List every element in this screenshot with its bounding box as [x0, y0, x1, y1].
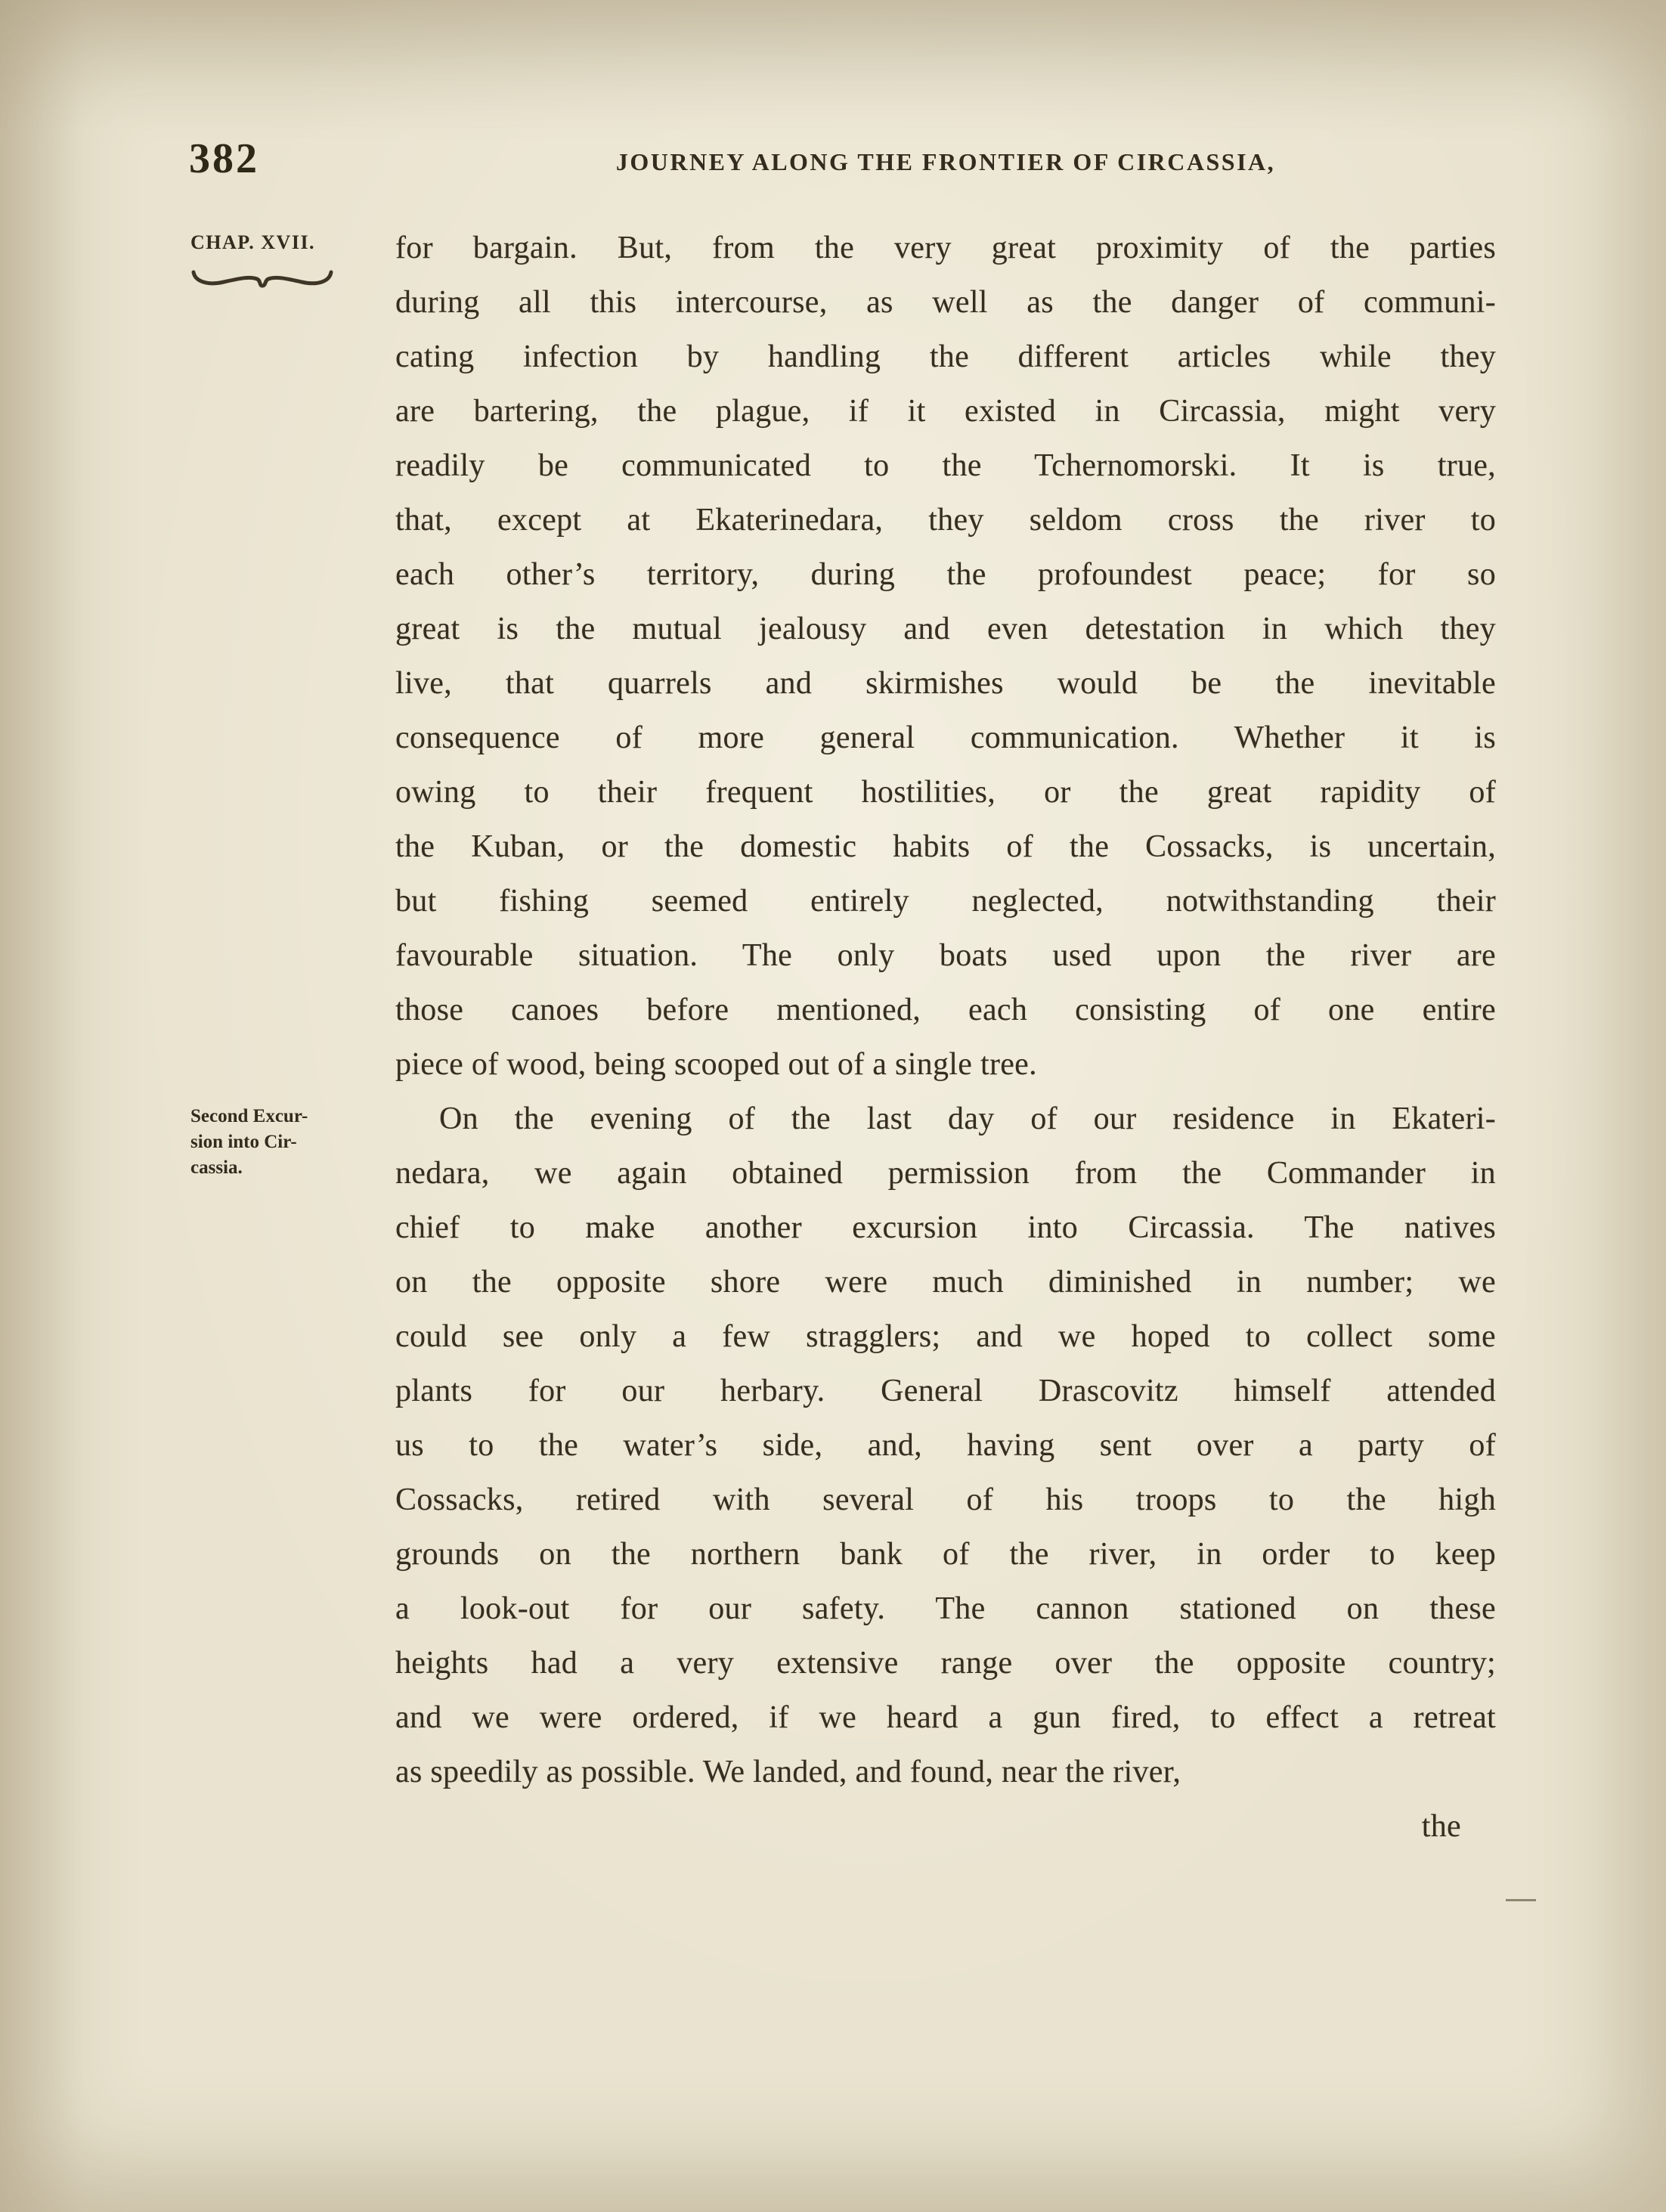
- page-number: 382: [189, 135, 259, 182]
- text-line: on the opposite shore were much diminished in number; we: [395, 1265, 1496, 1300]
- paragraph: [395, 1092, 1496, 1799]
- text-line: piece of wood, being scooped out of a single tree.: [395, 1047, 1037, 1082]
- text-line: live, that quarrels and skirmishes would be the inevitable: [395, 666, 1496, 701]
- text-line: favourable situation. The only boats used upon the river are: [395, 938, 1496, 973]
- text-line: us to the water’s side, and, having sent over a party of: [395, 1428, 1496, 1463]
- text-line: readily be communicated to the Tchernomorski. It is true,: [395, 448, 1496, 483]
- text-line: those canoes before mentioned, each consisting of one entire: [395, 993, 1496, 1027]
- text-line: for bargain. But, from the very great proximity of the parties: [395, 231, 1496, 265]
- text-line: consequence of more general communication. Whether it is: [395, 720, 1496, 755]
- text-line: grounds on the northern bank of the river, in order to keep: [395, 1537, 1496, 1572]
- text-line: that, except at Ekaterinedara, they seldom cross the river to: [395, 503, 1496, 538]
- text-line: nedara, we again obtained permission from the Commander in: [395, 1156, 1496, 1191]
- text-line: plants for our herbary. General Drascovitz himself attended: [395, 1374, 1496, 1408]
- text-line: the Kuban, or the domestic habits of the Cossacks, is uncertain,: [395, 829, 1496, 864]
- catchword: the: [1421, 1809, 1461, 1844]
- text-line: chief to make another excursion into Circassia. The natives: [395, 1210, 1496, 1245]
- text-line: but fishing seemed entirely neglected, notwithstanding their: [395, 884, 1496, 919]
- text-line: and we were ordered, if we heard a gun fired, to effect a retreat: [395, 1700, 1496, 1735]
- text-line: are bartering, the plague, if it existed in Circassia, might very: [395, 394, 1496, 429]
- text-line: as speedily as possible. We landed, and found, near the river,: [395, 1755, 1181, 1789]
- text-line: owing to their frequent hostilities, or the great rapidity of: [395, 775, 1496, 810]
- chapter-heading: CHAP. XVII.: [190, 231, 316, 253]
- text-line: sion into Cir-: [190, 1132, 297, 1152]
- text-line: cassia.: [190, 1157, 243, 1178]
- text-line: could see only a few stragglers; and we hoped to collect some: [395, 1319, 1496, 1354]
- text-line: On the evening of the last day of our residence in Ekateri-: [439, 1101, 1496, 1136]
- margin-note: [190, 1104, 387, 1181]
- running-header: JOURNEY ALONG THE FRONTIER OF CIRCASSIA,: [615, 148, 1276, 175]
- text-line: cating infection by handling the different articles while they: [395, 339, 1496, 374]
- text-line: a look-out for our safety. The cannon stationed on these: [395, 1591, 1496, 1626]
- paragraph: [395, 221, 1496, 1092]
- stray-mark: [1506, 1899, 1536, 1901]
- page-body: [395, 221, 1496, 1854]
- text-line: great is the mutual jealousy and even detestation in which they: [395, 612, 1496, 646]
- text-line: Second Excur-: [190, 1106, 308, 1126]
- chapter-ornament-icon: [190, 266, 334, 292]
- text-line: during all this intercourse, as well as the danger of communi-: [395, 285, 1496, 320]
- text-line: each other’s territory, during the profoundest peace; for so: [395, 557, 1496, 592]
- text-line: heights had a very extensive range over the opposite country;: [395, 1646, 1496, 1681]
- text-line: Cossacks, retired with several of his troops to the high: [395, 1482, 1496, 1517]
